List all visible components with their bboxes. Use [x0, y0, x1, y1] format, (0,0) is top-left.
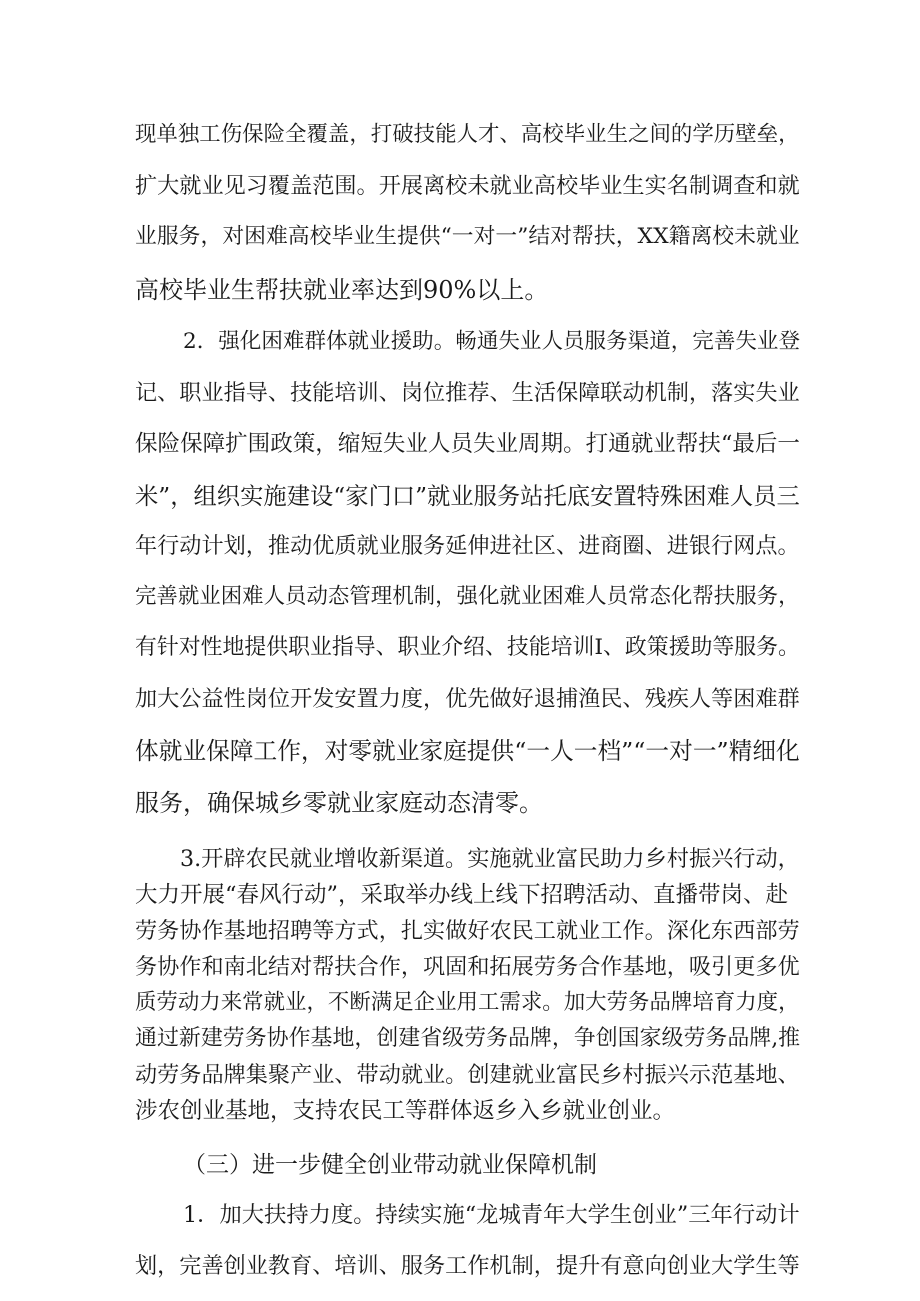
paragraph-line: 涉农创业基地，支持农民工等群体返乡入乡就业创业。	[135, 1098, 676, 1124]
paragraph-line: 3.开辟农民就业增收新渠道。实施就业富民助力乡村振兴行动，	[180, 846, 800, 872]
paragraph-line: 质劳动力来常就业，不断满足企业用工需求。加大劳务品牌培育力度，	[135, 990, 800, 1015]
paragraph-line: 记、职业指导、技能培训、岗位推荐、生活保障联动机制，落实失业	[135, 380, 800, 406]
paragraph-line: 保险保障扩围政策，缩短失业人员失业周期。打通就业帮扶“最后一	[135, 431, 800, 457]
paragraph-line: 业服务，对困难高校毕业生提供“一对一”结对帮扶，XX籍离校未就业	[135, 224, 800, 249]
paragraph-line: 劳务协作基地招聘等方式，扎实做好农民工就业工作。深化东西部劳	[135, 918, 800, 944]
paragraph-line: 2．强化困难群体就业援助。畅通失业人员服务渠道，完善失业登	[183, 329, 801, 354]
paragraph-line: 加大公益性岗位开发安置力度，优先做好退捕渔民、残疾人等困难群	[135, 686, 800, 712]
paragraph-line: 高校毕业生帮扶就业率达到90%以上。	[135, 276, 549, 304]
paragraph-line: 体就业保障工作，对零就业家庭提供“一人一档”“一对一”精细化	[135, 737, 800, 765]
paragraph-line: 通过新建劳务协作基地，创建省级劳务品牌，争创国家级劳务品牌,推	[135, 1026, 801, 1051]
paragraph-line: 1．加大扶持力度。持续实施“龙城青年大学生创业”三年行动计	[183, 1202, 800, 1228]
paragraph-line: 动劳务品牌集聚产业、带动就业。创建就业富民乡村振兴示范基地、	[135, 1062, 800, 1088]
paragraph-line: 务协作和南北结对帮扶合作，巩固和拓展劳务合作基地，吸引更多优	[135, 954, 800, 980]
paragraph-line: 有针对性地提供职业指导、职业介绍、技能培训I、政策援助等服务。	[135, 635, 800, 660]
paragraph-line: 米”，组织实施建设“家门口”就业服务站托底安置特殊困难人员三	[135, 483, 800, 510]
paragraph-line: 划，完善创业教育、培训、服务工作机制，提升有意向创业大学生等	[135, 1253, 800, 1279]
section-heading-text: （三）进一步健全创业带动就业保障机制	[183, 1152, 597, 1178]
paragraph-line: 年行动计划，推动优质就业服务延伸进社区、进商圈、进银行网点。	[135, 533, 800, 559]
paragraph-line: 现单独工伤保险全覆盖，打破技能人才、高校毕业生之间的学历壁垒，	[135, 122, 800, 147]
paragraph-line: 扩大就业见习覆盖范围。开展离校未就业高校毕业生实名制调查和就	[135, 173, 800, 199]
paragraph-line: 大力开展“春风行动”，采取举办线上线下招聘活动、直播带岗、赴	[135, 882, 789, 908]
paragraph-line: 完善就业困难人员动态管理机制，强化就业困难人员常态化帮扶服务，	[135, 584, 800, 609]
paragraph-line: 服务，确保城乡零就业家庭动态清零。	[135, 789, 543, 817]
